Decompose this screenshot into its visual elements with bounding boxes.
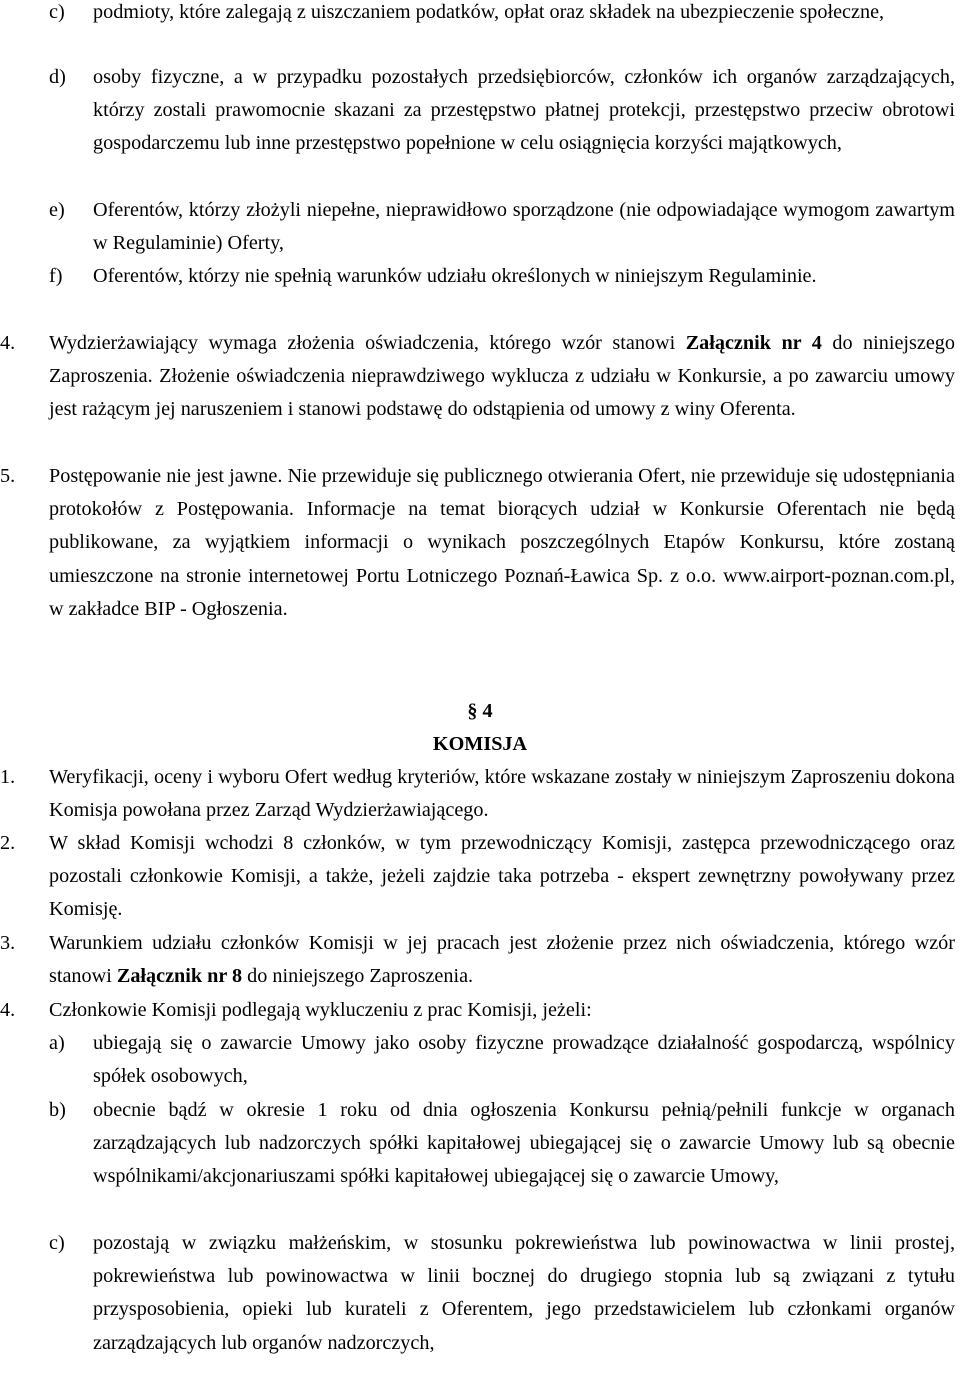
item-text: Weryfikacji, oceny i wyboru Ofert według kryteriów, które wskazane zostały w niniejszym Zaproszeniu dokona Komisja powołana przez Zarząd Wydzierżawiającego. — [49, 766, 955, 822]
item-text: Postępowanie nie jest jawne. Nie przewiduje się publicznego otwierania Ofert, nie przewiduje się udostępniania protokołów z Postępowania. Informacje na temat biorących udział w Konkursie Oferentach nie będą publikowane, za wyjątkiem informacji o wynikach poszczególnych Etapów Konkursu, które zostaną umieszczone na stronie internetowej Portu Lotniczego Poznań-Ławica Sp. z o.o. www.airport-poznan.com.pl, w zakładce BIP - Ogłoszenia. — [49, 465, 955, 620]
list-marker: e) — [49, 199, 65, 221]
numbered-item-4 — [0, 327, 960, 427]
list-item-text: ubiegają się o zawarcie Umowy jako osoby fizyczne prowadzące działalność gospodarczą, wspólnicy spółek osobowych, — [93, 1032, 955, 1088]
list-item-f — [0, 260, 960, 293]
list-marker: c) — [49, 1232, 65, 1254]
attachment-reference: Załącznik nr 4 — [685, 332, 822, 354]
item-number: 1. — [0, 766, 16, 788]
numbered-item-3 — [0, 927, 960, 993]
numbered-item-5 — [0, 460, 960, 626]
list-item-a — [0, 1027, 960, 1093]
list-item-c — [0, 0, 960, 29]
numbered-item-4b — [0, 994, 960, 1027]
list-item-text: podmioty, które zalegają z uiszczaniem podatków, opłat oraz składek na ubezpieczenie społeczne, — [93, 1, 885, 23]
item-text: W skład Komisji wchodzi 8 członków, w tym przewodniczący Komisji, zastępca przewodniczącego oraz pozostali członkowie Komisji, a także, jeżeli zajdzie taka potrzeba - ekspert zewnętrzny powoływany przez Komisję. — [49, 832, 955, 921]
list-marker: f) — [49, 265, 63, 287]
item-number: 2. — [0, 832, 16, 854]
list-item-text: pozostają w związku małżeńskim, w stosunku pokrewieństwa lub powinowactwa w linii prostej, pokrewieństwa lub powinowactwa w linii bocznej do drugiego stopnia lub są związani z tytułu przysposobienia, opieki lub kurateli z Oferentem, jego przedstawicielem lub członkami organów zarządzających lub organów nadzorczych, — [93, 1232, 955, 1354]
item-number: 4. — [0, 332, 16, 354]
list-marker: a) — [49, 1032, 65, 1054]
section-title: KOMISJA — [432, 733, 528, 755]
item-text: Wydzierżawiający wymaga złożenia oświadczenia, którego wzór stanowi Załącznik nr 4 do niniejszego Zaproszenia. Złożenie oświadczenia nieprawdziwego wyklucza z udziału w Konkursie, a po zawarciu umowy jest rażącym jej naruszeniem i stanowi podstawę do odstąpienia od umowy z winy Oferenta. — [49, 332, 955, 421]
list-marker: d) — [49, 66, 66, 88]
item-number: 4. — [0, 999, 16, 1021]
list-item-text: obecnie bądź w okresie 1 roku od dnia ogłoszenia Konkursu pełnią/pełnili funkcje w organach zarządzających lub nadzorczych spółki kapitałowej ubiegającej się o zawarcie Umowy lub są obecnie wspólnikami/akcjonariuszami spółki kapitałowej ubiegającej się o zawarcie Umowy, — [93, 1099, 955, 1188]
item-text: Warunkiem udziału członków Komisji w jej pracach jest złożenie przez nich oświadczenia, którego wzór stanowi Załącznik nr 8 do niniejszego Zaproszenia. — [49, 932, 955, 988]
list-item-e — [0, 194, 960, 260]
item-text: Członkowie Komisji podlegają wykluczeniu z prac Komisji, jeżeli: — [49, 999, 592, 1021]
list-item-text: osoby fizyczne, a w przypadku pozostałych przedsiębiorców, członków ich organów zarządzających, którzy zostali prawomocnie skazani za przestępstwo płatnej protekcji, przestępstwo przeciw obrotowi gospodarczemu lub inne przestępstwo popełnione w celu osiągnięcia korzyści majątkowych, — [93, 66, 955, 155]
list-item-d — [0, 61, 960, 161]
list-item-b — [0, 1094, 960, 1194]
list-marker: c) — [49, 1, 65, 23]
list-marker: b) — [49, 1099, 66, 1121]
numbered-item-1 — [0, 761, 960, 827]
attachment-reference: Załącznik nr 8 — [116, 965, 243, 988]
list-item-text: Oferentów, którzy złożyli niepełne, nieprawidłowo sporządzone (nie odpowiadające wymogom zawartym w Regulaminie) Oferty, — [93, 199, 955, 255]
item-number: 5. — [0, 465, 16, 487]
numbered-item-2 — [0, 827, 960, 927]
list-item-c2 — [0, 1227, 960, 1360]
list-item-text: Oferentów, którzy nie spełnią warunków udziału określonych w niniejszym Regulaminie. — [93, 265, 817, 287]
section-number: § 4 — [467, 700, 493, 722]
item-number: 3. — [0, 932, 16, 954]
